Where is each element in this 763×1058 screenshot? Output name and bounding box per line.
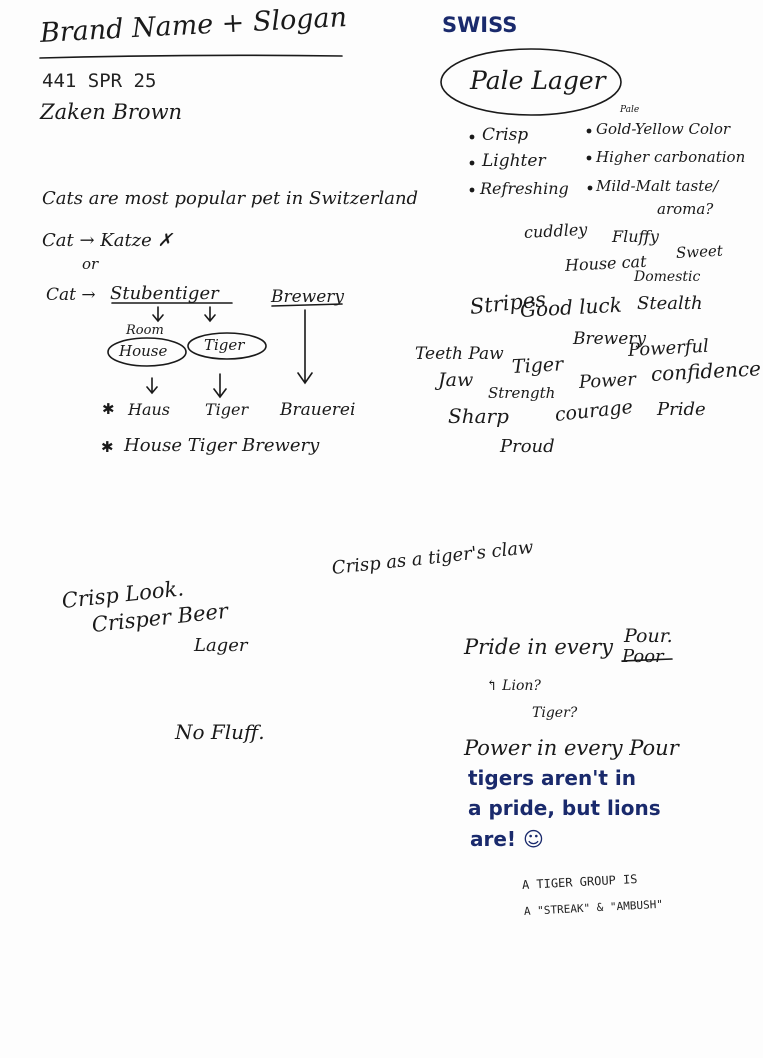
slogan-pour-correction: Pour. (624, 625, 673, 647)
brewery-word: Brewery (271, 287, 345, 307)
slogan-claw: Crisp as a tiger's claw (330, 536, 535, 579)
word-courage: courage (553, 395, 634, 426)
word-proud: Proud (500, 436, 555, 457)
word-cuddley: cuddley (523, 219, 588, 242)
author-name: Zaken Brown (40, 100, 183, 124)
pale-note: Pale (620, 105, 640, 115)
star-icon: ✱ (102, 400, 115, 418)
word-sharp: Sharp (448, 404, 509, 428)
slogan-no-fluff: No Fluff. (175, 720, 265, 744)
word-confidence: confidence (650, 356, 762, 386)
trait-crisp: Crisp (482, 125, 529, 145)
trait-refreshing: Refreshing (480, 179, 569, 198)
word-stripes: Stripes (468, 287, 548, 319)
slogan-pride-in-every: Pride in every (464, 635, 613, 659)
arrow-tiger-bottom (214, 374, 226, 397)
word-fluffy: Fluffy (612, 227, 659, 246)
word-brewery: Brewery (573, 329, 647, 349)
word-pride: Pride (657, 399, 706, 420)
arrow-tiger-top (205, 307, 215, 321)
trait-malt-taste: Mild-Malt taste/ (596, 177, 719, 195)
final-brand-name: House Tiger Brewery (124, 435, 320, 456)
brauerei-word: Brauerei (280, 400, 356, 420)
word-good-luck: Good luck (519, 292, 623, 322)
ambush-note-line-2: A "STREAK" & "AMBUSH" (523, 897, 664, 918)
tigers-note-line-2: a pride, but lions (468, 796, 661, 820)
stubentiger-word: Stubentiger (110, 283, 219, 304)
trait-aroma: aroma? (657, 200, 714, 218)
tiger-word: Tiger (205, 400, 249, 419)
slogan-crisp-look: Crisp Look. (60, 576, 185, 613)
arrow-haus (147, 378, 157, 393)
house-word: House (119, 342, 168, 360)
trait-gold-yellow: Gold-Yellow Color (596, 120, 731, 138)
tigers-note-line-1: tigers aren't in (468, 766, 636, 790)
room-word: Room (126, 323, 164, 338)
word-strength: Strength (488, 384, 556, 402)
trait-carbonation: Higher carbonation (596, 148, 746, 166)
country-label: SWISS (442, 13, 518, 37)
slogan-poor-crossed: Poor (622, 646, 664, 667)
cat-fact: Cats are most popular pet in Switzerland (42, 188, 419, 209)
word-sweet: Sweet (675, 241, 724, 262)
beer-type: Pale Lager (470, 66, 606, 95)
word-jaw: Jaw (438, 369, 474, 391)
tigers-note-line-3: are! ☺ (470, 827, 544, 851)
arrow-stuben (153, 307, 163, 321)
star-icon: ✱ (101, 438, 114, 456)
word-powerful: Powerful (627, 335, 710, 361)
slogan-tiger-question: Tiger? (532, 705, 578, 721)
slogan-lager: Lager (194, 635, 248, 656)
cat-katze: Cat → Katze ✗ (42, 230, 173, 251)
word-tiger: Tiger (511, 353, 564, 378)
page-title: Brand Name + Slogan (39, 1, 348, 49)
word-stealth: Stealth (637, 293, 703, 314)
tiger-oval-word: Tiger (204, 336, 245, 354)
title-underline (40, 55, 342, 58)
word-teeth-paw: Teeth Paw (415, 344, 504, 364)
word-power: Power (578, 369, 637, 393)
arrow-brewery (298, 310, 312, 383)
ambush-note-line-1: A TIGER GROUP IS (521, 871, 638, 892)
cat-arrow: Cat → (46, 285, 96, 305)
or-label: or (82, 255, 99, 273)
word-domestic: Domestic (634, 269, 701, 285)
course-code: 441 SPR 25 (42, 70, 157, 92)
word-house-cat: House cat (564, 251, 647, 275)
trait-lighter: Lighter (482, 151, 546, 171)
slogan-power-in-every-pour: Power in every Pour (464, 736, 679, 760)
slogan-crisper-beer: Crisper Beer (90, 598, 229, 637)
slogan-lion: ↰ Lion? (486, 678, 541, 694)
haus-word: Haus (128, 400, 171, 419)
